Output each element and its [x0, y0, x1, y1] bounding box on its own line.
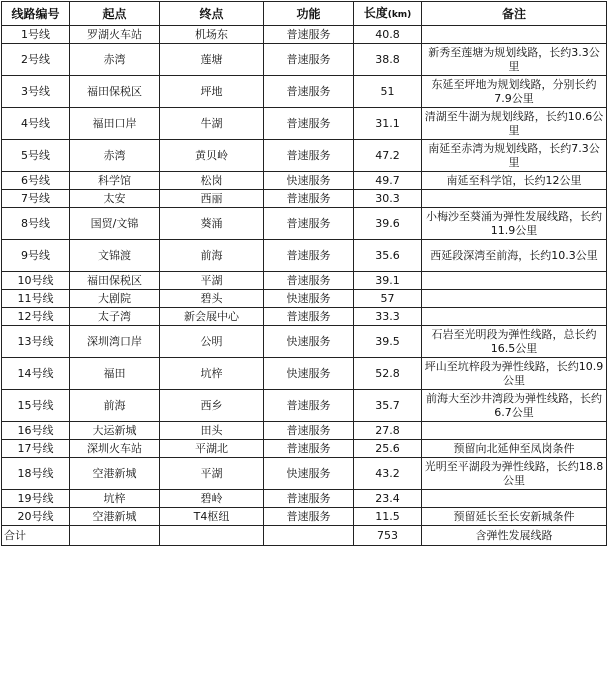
cell-line: 8号线	[2, 208, 70, 240]
cell-end: 田头	[160, 422, 264, 440]
cell-length: 33.3	[354, 308, 422, 326]
header-length-label: 长度	[363, 5, 388, 20]
cell-start: 文锦渡	[70, 240, 160, 272]
cell-line: 15号线	[2, 390, 70, 422]
header-length-unit: (km)	[387, 9, 412, 20]
cell-note	[422, 308, 607, 326]
cell-end: 葵涌	[160, 208, 264, 240]
cell-note: 东延至坪地为规划线路，分别长约7.9公里	[422, 76, 607, 108]
cell-note: 新秀至莲塘为规划线路，长约3.3公里	[422, 44, 607, 76]
table-body	[2, 26, 607, 546]
cell-start: 空港新城	[70, 458, 160, 490]
cell-end: 平湖	[160, 272, 264, 290]
cell-length: 39.1	[354, 272, 422, 290]
cell-length: 27.8	[354, 422, 422, 440]
cell-length: 43.2	[354, 458, 422, 490]
table-row	[2, 308, 607, 326]
cell-start: 坑梓	[70, 490, 160, 508]
cell-start: 福田保税区	[70, 76, 160, 108]
cell-function: 普速服务	[264, 190, 354, 208]
table-row	[2, 172, 607, 190]
cell-end: 机场东	[160, 26, 264, 44]
cell-end: 前海	[160, 240, 264, 272]
cell-line: 19号线	[2, 490, 70, 508]
table-row	[2, 140, 607, 172]
cell-note: 清湖至牛湖为规划线路，长约10.6公里	[422, 108, 607, 140]
total-start	[70, 526, 160, 546]
cell-function: 普速服务	[264, 140, 354, 172]
header-function: 功能	[264, 2, 354, 26]
cell-length: 39.6	[354, 208, 422, 240]
table-row	[2, 44, 607, 76]
cell-end: 坑梓	[160, 358, 264, 390]
cell-start: 国贸/文锦	[70, 208, 160, 240]
cell-note	[422, 422, 607, 440]
cell-start: 大运新城	[70, 422, 160, 440]
metro-lines-table	[1, 1, 607, 546]
cell-length: 49.7	[354, 172, 422, 190]
cell-line: 14号线	[2, 358, 70, 390]
cell-end: 西乡	[160, 390, 264, 422]
header-line: 线路编号	[2, 2, 70, 26]
cell-end: 黄贝岭	[160, 140, 264, 172]
cell-function: 普速服务	[264, 44, 354, 76]
table-row	[2, 390, 607, 422]
table-row	[2, 358, 607, 390]
cell-start: 前海	[70, 390, 160, 422]
cell-length: 51	[354, 76, 422, 108]
cell-line: 3号线	[2, 76, 70, 108]
cell-function: 普速服务	[264, 208, 354, 240]
table-row	[2, 108, 607, 140]
total-function	[264, 526, 354, 546]
cell-line: 9号线	[2, 240, 70, 272]
cell-end: 牛湖	[160, 108, 264, 140]
total-line: 合计	[2, 526, 70, 546]
cell-note	[422, 26, 607, 44]
total-row	[2, 526, 607, 546]
table-row	[2, 490, 607, 508]
cell-end: 坪地	[160, 76, 264, 108]
cell-length: 52.8	[354, 358, 422, 390]
cell-note: 石岩至光明段为弹性线路，总长约16.5公里	[422, 326, 607, 358]
cell-function: 普速服务	[264, 490, 354, 508]
cell-function: 普速服务	[264, 76, 354, 108]
cell-end: 松岗	[160, 172, 264, 190]
cell-line: 17号线	[2, 440, 70, 458]
cell-note: 前海大至沙井湾段为弹性线路，长约6.7公里	[422, 390, 607, 422]
cell-length: 57	[354, 290, 422, 308]
cell-function: 快速服务	[264, 172, 354, 190]
cell-length: 38.8	[354, 44, 422, 76]
cell-end: 西丽	[160, 190, 264, 208]
cell-end: 平湖	[160, 458, 264, 490]
table-row	[2, 508, 607, 526]
header-row	[2, 2, 607, 26]
cell-note: 南延至赤湾为规划线路，长约7.3公里	[422, 140, 607, 172]
cell-note	[422, 490, 607, 508]
cell-function: 普速服务	[264, 508, 354, 526]
cell-line: 20号线	[2, 508, 70, 526]
cell-start: 赤湾	[70, 44, 160, 76]
cell-line: 1号线	[2, 26, 70, 44]
cell-end: 碧头	[160, 290, 264, 308]
cell-line: 12号线	[2, 308, 70, 326]
table-row	[2, 272, 607, 290]
cell-start: 赤湾	[70, 140, 160, 172]
table-row	[2, 208, 607, 240]
cell-note	[422, 272, 607, 290]
cell-end: 平湖北	[160, 440, 264, 458]
cell-line: 10号线	[2, 272, 70, 290]
cell-start: 太安	[70, 190, 160, 208]
cell-start: 福田保税区	[70, 272, 160, 290]
cell-note: 光明至平湖段为弹性线路，长约18.8公里	[422, 458, 607, 490]
cell-start: 空港新城	[70, 508, 160, 526]
cell-start: 大剧院	[70, 290, 160, 308]
table-row	[2, 190, 607, 208]
cell-note: 坪山至坑梓段为弹性线路，长约10.9公里	[422, 358, 607, 390]
header-end: 终点	[160, 2, 264, 26]
total-note: 含弹性发展线路	[422, 526, 607, 546]
cell-line: 6号线	[2, 172, 70, 190]
cell-length: 23.4	[354, 490, 422, 508]
cell-line: 7号线	[2, 190, 70, 208]
table-row	[2, 76, 607, 108]
cell-start: 深圳湾口岸	[70, 326, 160, 358]
cell-length: 35.7	[354, 390, 422, 422]
cell-line: 13号线	[2, 326, 70, 358]
cell-length: 47.2	[354, 140, 422, 172]
cell-start: 福田口岸	[70, 108, 160, 140]
cell-note: 西延段深湾至前海，长约10.3公里	[422, 240, 607, 272]
cell-function: 快速服务	[264, 358, 354, 390]
cell-note: 预留延长至长安新城条件	[422, 508, 607, 526]
cell-function: 普速服务	[264, 308, 354, 326]
cell-function: 普速服务	[264, 240, 354, 272]
cell-start: 深圳火车站	[70, 440, 160, 458]
total-end	[160, 526, 264, 546]
cell-function: 普速服务	[264, 390, 354, 422]
cell-note: 南延至科学馆，长约12公里	[422, 172, 607, 190]
cell-function: 快速服务	[264, 326, 354, 358]
total-length: 753	[354, 526, 422, 546]
table-row	[2, 326, 607, 358]
cell-note	[422, 190, 607, 208]
cell-length: 11.5	[354, 508, 422, 526]
table-row	[2, 440, 607, 458]
header-start: 起点	[70, 2, 160, 26]
cell-start: 福田	[70, 358, 160, 390]
cell-line: 4号线	[2, 108, 70, 140]
table-row	[2, 240, 607, 272]
cell-end: 新会展中心	[160, 308, 264, 326]
cell-end: 碧岭	[160, 490, 264, 508]
cell-line: 18号线	[2, 458, 70, 490]
table-row	[2, 290, 607, 308]
cell-function: 快速服务	[264, 290, 354, 308]
table-row	[2, 26, 607, 44]
cell-start: 罗湖火车站	[70, 26, 160, 44]
cell-line: 2号线	[2, 44, 70, 76]
cell-function: 快速服务	[264, 458, 354, 490]
cell-start: 太子湾	[70, 308, 160, 326]
cell-line: 16号线	[2, 422, 70, 440]
cell-end: 公明	[160, 326, 264, 358]
cell-note	[422, 290, 607, 308]
cell-line: 11号线	[2, 290, 70, 308]
cell-length: 25.6	[354, 440, 422, 458]
cell-note: 小梅沙至葵涌为弹性发展线路，长约11.9公里	[422, 208, 607, 240]
cell-function: 普速服务	[264, 422, 354, 440]
cell-line: 5号线	[2, 140, 70, 172]
cell-function: 普速服务	[264, 26, 354, 44]
cell-length: 35.6	[354, 240, 422, 272]
cell-length: 30.3	[354, 190, 422, 208]
cell-length: 39.5	[354, 326, 422, 358]
header-length	[354, 2, 422, 26]
cell-start: 科学馆	[70, 172, 160, 190]
cell-end: T4枢纽	[160, 508, 264, 526]
table-row	[2, 422, 607, 440]
cell-function: 普速服务	[264, 440, 354, 458]
cell-length: 31.1	[354, 108, 422, 140]
cell-end: 莲塘	[160, 44, 264, 76]
cell-note: 预留向北延伸至凤岗条件	[422, 440, 607, 458]
table-row	[2, 458, 607, 490]
cell-length: 40.8	[354, 26, 422, 44]
cell-function: 普速服务	[264, 272, 354, 290]
header-note: 备注	[422, 2, 607, 26]
cell-function: 普速服务	[264, 108, 354, 140]
